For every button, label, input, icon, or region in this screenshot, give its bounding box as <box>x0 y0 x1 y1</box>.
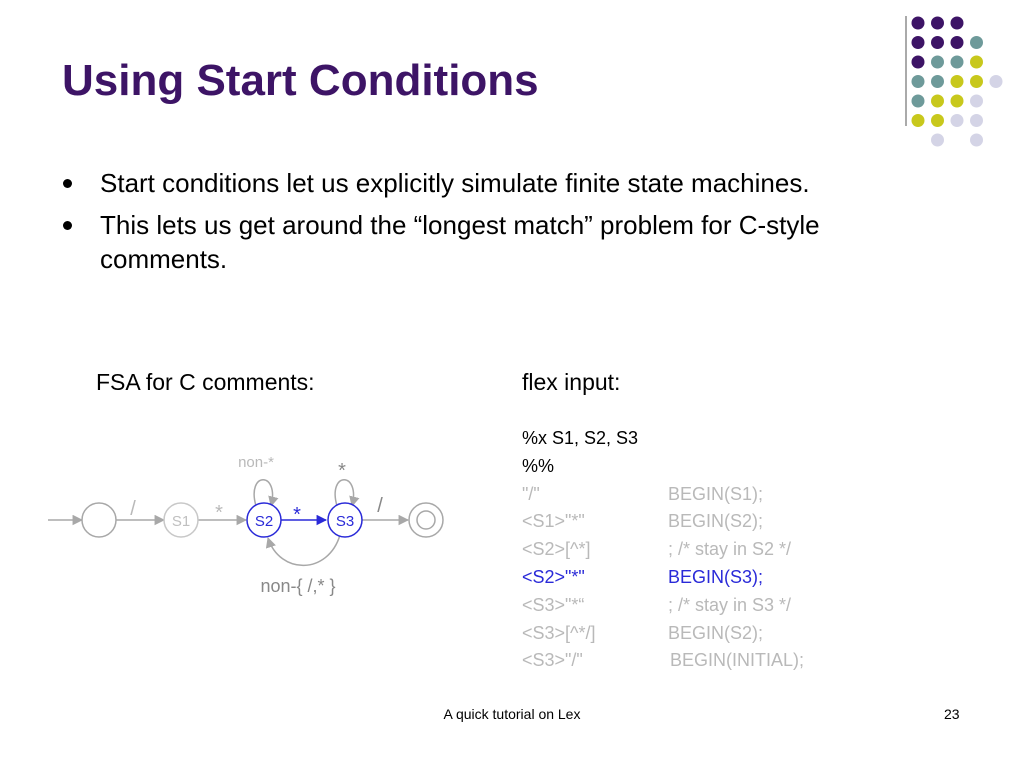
decorative-dot <box>912 36 925 49</box>
code-pattern: %x S1, S2, S3 <box>522 428 639 448</box>
code-action: BEGIN(S2); <box>668 511 764 532</box>
decorative-dot <box>912 95 925 108</box>
decorative-dot <box>951 114 964 127</box>
code-action: BEGIN(S1); <box>668 483 764 504</box>
code-action: ; /* stay in S3 */ <box>668 594 792 615</box>
decorative-dot <box>970 36 983 49</box>
loop-s3-label: * <box>338 460 346 482</box>
decorative-dot <box>931 75 944 88</box>
decorative-dot <box>931 56 944 69</box>
decorative-dot <box>912 56 925 69</box>
loop-s2-label: non-* <box>238 454 274 471</box>
code-pattern: <S1>"*" <box>522 511 585 532</box>
final-state-inner <box>417 511 435 529</box>
code-action: ; /* stay in S2 */ <box>668 539 792 560</box>
code-action: BEGIN(S3); <box>668 566 764 587</box>
state-s1-label: S1 <box>171 513 191 530</box>
decorative-dot <box>931 95 944 108</box>
decorative-dot <box>970 56 983 69</box>
footer-text: A quick tutorial on Lex <box>443 706 581 722</box>
code-pattern: <S2>[^*] <box>522 539 591 560</box>
code-pattern: <S3>[^*/] <box>522 622 596 643</box>
decorative-dot <box>931 17 944 30</box>
edge-s3-end-label: / <box>377 495 383 517</box>
fsa-label: FSA for C comments: <box>96 369 315 395</box>
code-pattern: %% <box>522 455 555 476</box>
fsa-diagram <box>40 445 470 610</box>
edge-s2-s3-label: * <box>293 504 301 526</box>
code-pattern: "/" <box>522 483 540 504</box>
code-action: BEGIN(S2); <box>668 622 764 643</box>
state-s3-label: S3 <box>335 513 355 530</box>
decorative-dot <box>970 114 983 127</box>
decorative-dot <box>931 134 944 147</box>
loop-s2 <box>254 480 272 506</box>
bullet-text: This lets us get around the “longest match” problem for C-style comments. <box>100 210 820 274</box>
code-pattern: <S3>"/" <box>522 650 583 671</box>
bullet-item <box>62 166 922 200</box>
edge-s1-s2-label: * <box>215 502 223 524</box>
decorative-dot <box>951 75 964 88</box>
loop-s3 <box>335 480 353 506</box>
decorative-dot <box>990 75 1003 88</box>
bullet-item <box>62 208 922 276</box>
bullet-dot-icon <box>63 179 72 188</box>
decorative-dot <box>912 114 925 127</box>
bullet-text: Start conditions let us explicitly simulate finite state machines. <box>100 168 810 198</box>
decorative-dot-grid <box>903 14 1013 164</box>
bullet-dot-icon <box>63 221 72 230</box>
code-action: BEGIN(INITIAL); <box>670 650 805 671</box>
decorative-dot <box>931 114 944 127</box>
decorative-dot <box>951 36 964 49</box>
start-state <box>82 503 116 537</box>
decorative-dot <box>951 56 964 69</box>
decorative-dot <box>970 134 983 147</box>
page-number: 23 <box>944 706 960 722</box>
edge-start-label: / <box>130 498 136 520</box>
decorative-dot <box>970 95 983 108</box>
state-s2-label: S2 <box>254 513 274 530</box>
code-pattern: <S2>"*" <box>522 566 585 587</box>
decorative-dot <box>970 75 983 88</box>
bullet-list <box>62 166 922 284</box>
decorative-dot <box>951 17 964 30</box>
decorative-dot <box>951 95 964 108</box>
flex-input-label: flex input: <box>522 369 621 395</box>
back-edge-label: non-{ /,* } <box>260 576 336 596</box>
decorative-dot <box>931 36 944 49</box>
edge-s3-back-s2 <box>268 535 340 565</box>
slide-title: Using Start Conditions <box>62 56 539 105</box>
decorative-dot <box>912 75 925 88</box>
decorative-dot <box>912 17 925 30</box>
code-pattern: <S3>"*“ <box>522 594 585 615</box>
